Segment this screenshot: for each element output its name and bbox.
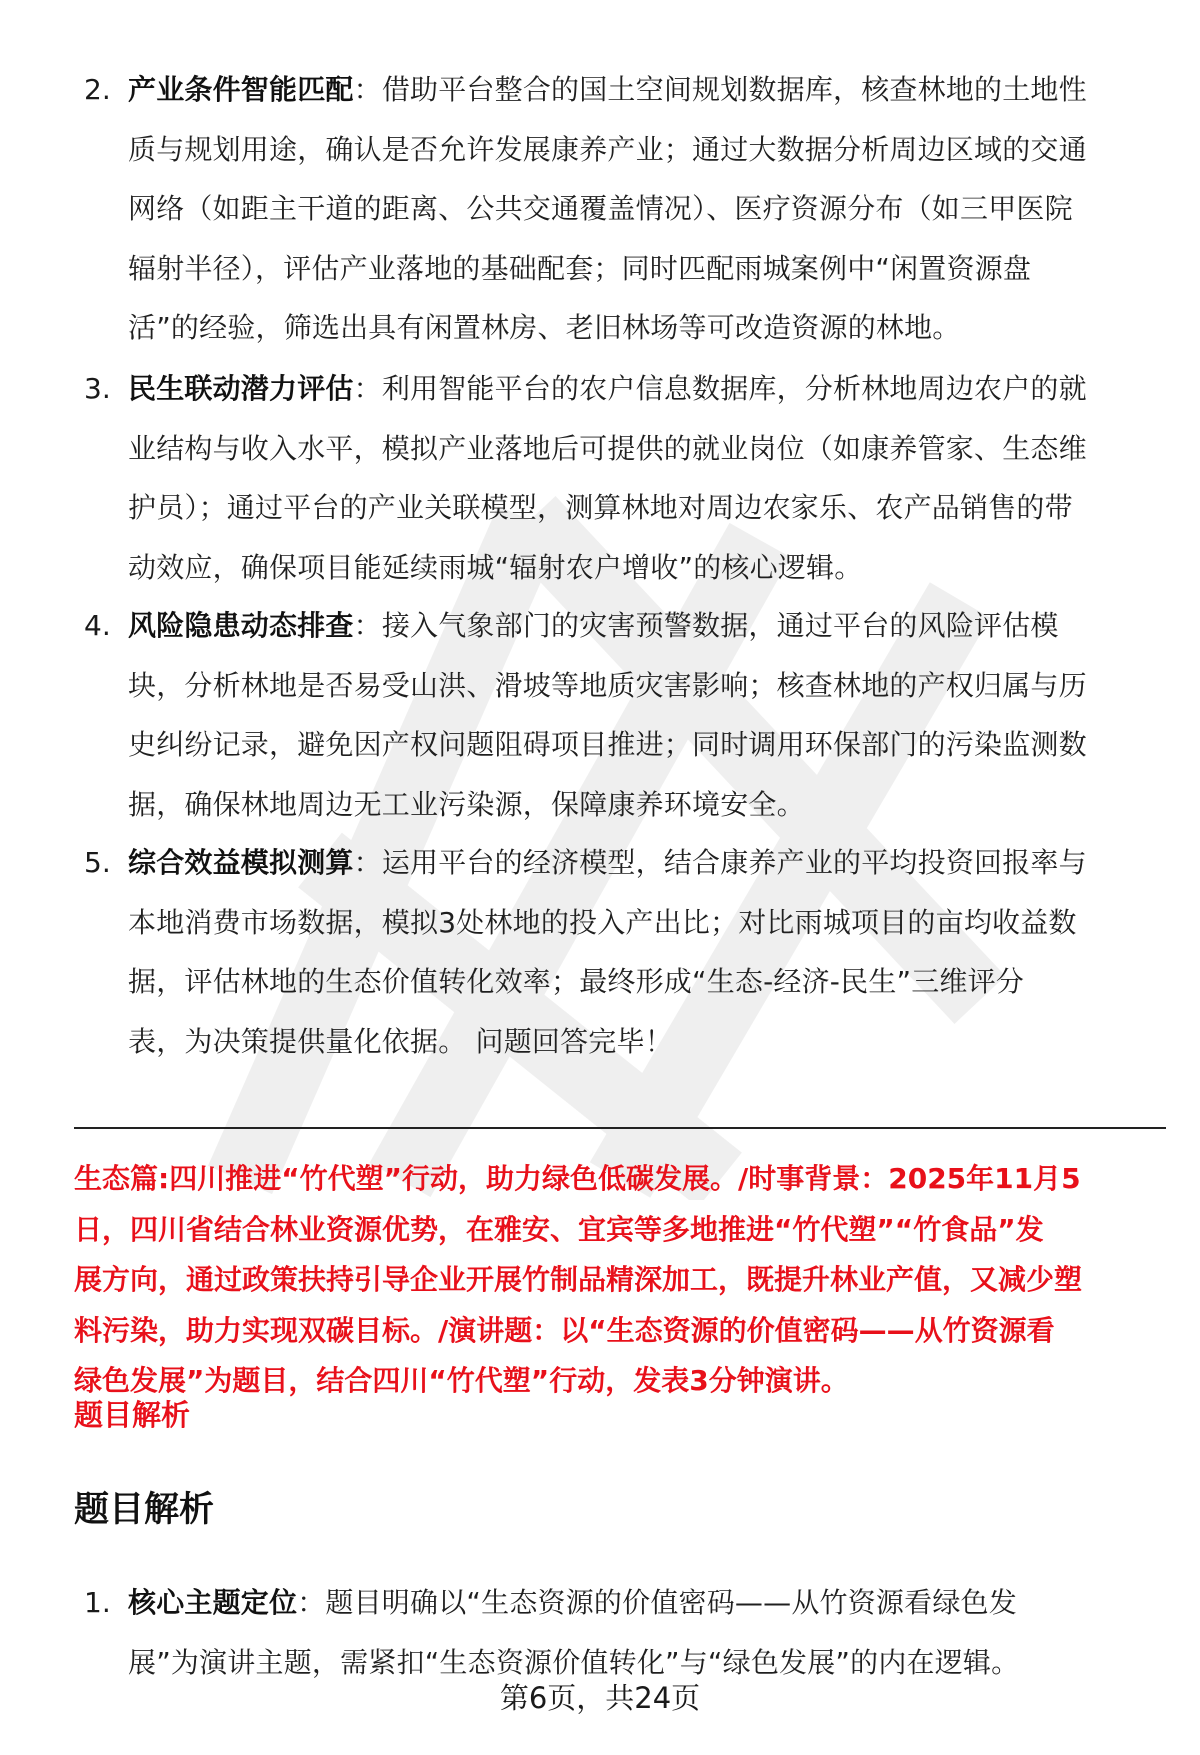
list-item-body: 产业条件智能匹配：借助平台整合的国土空间规划数据库，核查林地的土地性 质与规划用途，确认是否允许发展康养产业；通过大数据分析周边区域的交通 网络（如距主干道的距离、公共交通覆盖情况）、医疗资源分布（如三甲医院 辐射半径），评估产业落地的基础配套；同时匹配雨城案例中“闲置资源盘 活”的经验，筛选出具有闲置林房、老旧林场等可改造资源的林地。 <box>128 73 1087 344</box>
list-item-body: 综合效益模拟测算：运用平台的经济模型，结合康养产业的平均投资回报率与 本地消费市场数据，模拟3处林地的投入产出比；对比雨城项目的亩均收益数 据，评估林地的生态价值转化效率；最终形成“生态-经济-民生”三维评分 表，为决策提供量化依据。 问题回答完毕！ <box>128 846 1087 1058</box>
page-number: 第6页，共24页 <box>499 1681 701 1715</box>
section-divider <box>74 1127 1166 1129</box>
item-title: 核心主题定位 <box>128 1586 298 1619</box>
list-number: 1. <box>84 1586 111 1619</box>
list-number: 2. <box>84 73 111 106</box>
item-title: 民生联动潜力评估 <box>128 372 354 405</box>
list-number: 4. <box>84 609 111 642</box>
analysis-heading: 题目解析 <box>74 1490 215 1530</box>
list-item-body: 核心主题定位：题目明确以“生态资源的价值密码——从竹资源看绿色发 展”为演讲主题，需紧扣“生态资源价值转化”与“绿色发展”的内在逻辑。 <box>128 1586 1020 1679</box>
list-item-body: 民生联动潜力评估：利用智能平台的农户信息数据库，分析林地周边农户的就 业结构与收入水平，模拟产业落地后可提供的就业岗位（如康养管家、生态维 护员）；通过平台的产业关联模型，测算林地对周边农家乐、农产品销售的带 动效应，确保项目能延续雨城“辐射农户增收”的核心逻辑。 <box>128 372 1087 584</box>
item-title: 综合效益模拟测算 <box>128 846 354 879</box>
list-number: 3. <box>84 372 111 405</box>
item-title: 产业条件智能匹配 <box>128 73 354 106</box>
question-prompt: 生态篇:四川推进“竹代塑”行动，助力绿色低碳发展。/时事背景：2025年11月5 日，四川省结合林业资源优势，在雅安、宜宾等多地推进“竹代塑”“竹食品”发 展方向，通过政策扶持引导企业开展竹制品精深加工，既提升林业产值，又减少塑 料污染，助力实现双碳目标。/演讲题：以“生态资源的价值密码——从竹资源看 绿色发展”为题目，结合四川“竹代塑”行动，发表3分钟演讲。 <box>74 1162 1083 1397</box>
list-number: 5. <box>84 846 111 879</box>
question-analysis-label: 题目解析 <box>74 1398 191 1432</box>
list-item-body: 风险隐患动态排查：接入气象部门的灾害预警数据，通过平台的风险评估模 块，分析林地是否易受山洪、滑坡等地质灾害影响；核查林地的产权归属与历 史纠纷记录，避免因产权问题阻碍项目推进；同时调用环保部门的污染监测数 据，确保林地周边无工业污染源，保障康养环境安全。 <box>128 609 1087 821</box>
item-title: 风险隐患动态排查 <box>128 609 354 642</box>
